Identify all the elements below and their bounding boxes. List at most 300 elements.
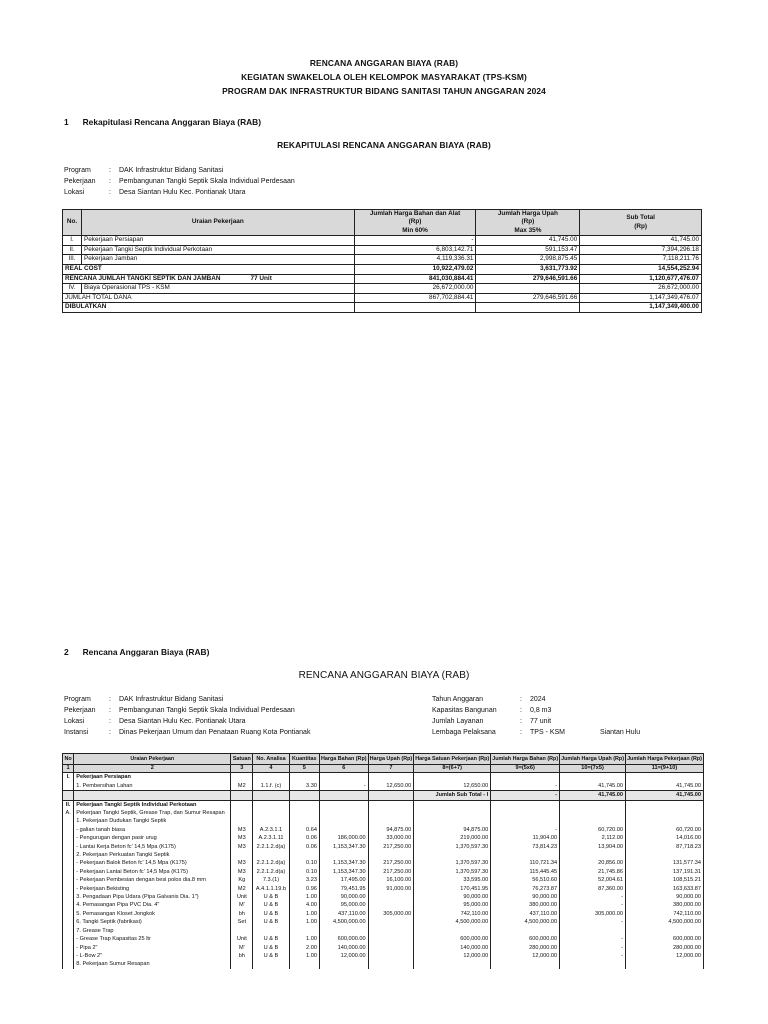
row-upah: 41,745.00 bbox=[476, 236, 580, 246]
cell-kuantitas: 3.23 bbox=[289, 876, 319, 884]
meta-key: Lokasi bbox=[64, 189, 85, 196]
meta-value: Desa Siantan Hulu Kec. Pontianak Utara bbox=[119, 189, 246, 196]
cell-analisa bbox=[253, 791, 289, 800]
cell-no bbox=[63, 817, 74, 825]
cell-kuantitas bbox=[289, 800, 319, 809]
doc-title-line3: PROGRAM DAK INFRASTRUKTUR BIDANG SANITASI TAHUN ANGGARAN 2024 bbox=[222, 86, 546, 96]
cell-kuantitas bbox=[289, 817, 319, 825]
cell-kuantitas: 1.00 bbox=[289, 918, 319, 926]
biaya-upah bbox=[476, 284, 580, 294]
cell-jumlah-upah: - bbox=[560, 944, 626, 952]
cell-no: A. bbox=[63, 809, 74, 817]
col-bahan-note: Min 60% bbox=[402, 226, 428, 234]
cell-jumlah-upah: - bbox=[560, 893, 626, 901]
meta-row bbox=[432, 694, 640, 705]
table-row bbox=[63, 935, 704, 943]
rencana-bahan: 841,030,884.41 bbox=[354, 274, 476, 284]
cell-satuan: M3 bbox=[231, 859, 253, 867]
cell-harga-bahan bbox=[319, 800, 368, 809]
cell-no bbox=[63, 960, 74, 968]
cell-analisa: A.2.3.1.11 bbox=[253, 834, 289, 842]
col-header-8: Harga Satuan Pekerjaan (Rp) bbox=[414, 754, 491, 765]
cell-harga-bahan: 4,500,000.00 bbox=[319, 918, 368, 926]
cell-satuan: M2 bbox=[231, 782, 253, 791]
cell-no: II. bbox=[63, 800, 74, 809]
cell-jumlah-bahan: - bbox=[491, 826, 560, 834]
cell-jumlah-pekerjaan: 12,000.00 bbox=[626, 952, 704, 960]
cell-jumlah-pekerjaan: 14,016.00 bbox=[626, 834, 704, 842]
cell-kuantitas: 0.06 bbox=[289, 834, 319, 842]
table-row bbox=[63, 834, 704, 842]
col-number-9: 9=(5x6) bbox=[491, 765, 560, 773]
cell-analisa: 1.1.f. (c) bbox=[253, 782, 289, 791]
cell-jumlah-pekerjaan bbox=[626, 817, 704, 825]
cell-harga-upah bbox=[368, 927, 414, 935]
cell-analisa bbox=[253, 809, 289, 817]
cell-jumlah-pekerjaan bbox=[626, 773, 704, 782]
cell-jumlah-bahan: 280,000.00 bbox=[491, 944, 560, 952]
cell-uraian: - Lantai Kerja Beton fc' 14,5 Mpa (K175) bbox=[74, 843, 231, 851]
cell-jumlah-upah: 41,745.00 bbox=[560, 791, 626, 800]
cell-satuan: Unit bbox=[231, 935, 253, 943]
cell-satuan bbox=[231, 791, 253, 800]
cell-jumlah-upah bbox=[560, 817, 626, 825]
cell-satuan bbox=[231, 773, 253, 782]
cell-analisa: A.4.1.1.19.b bbox=[253, 885, 289, 893]
cell-satuan: M3 bbox=[231, 868, 253, 876]
cell-harga-upah: 217,250.00 bbox=[368, 843, 414, 851]
cell-jumlah-bahan bbox=[491, 809, 560, 817]
cell-jumlah-pekerjaan bbox=[626, 851, 704, 859]
cell-uraian: 1. Pekerjaan Dudukan Tangki Septik bbox=[74, 817, 231, 825]
meta-key: Program bbox=[64, 696, 91, 703]
cell-no bbox=[63, 910, 74, 918]
meta-colon: : bbox=[109, 718, 111, 725]
table-row bbox=[63, 901, 704, 909]
cell-analisa bbox=[253, 960, 289, 968]
cell-satuan bbox=[231, 817, 253, 825]
col-bahan-title: Jumlah Harga Bahan dan Alat bbox=[369, 210, 461, 217]
cell-jumlah-bahan: 110,721.34 bbox=[491, 859, 560, 867]
cell-no bbox=[63, 859, 74, 867]
cell-jumlah-upah: - bbox=[560, 901, 626, 909]
table-row bbox=[63, 918, 704, 926]
cell-jumlah-pekerjaan: 41,745.00 bbox=[626, 791, 704, 800]
row-upah: 2,998,875.45 bbox=[476, 255, 580, 265]
col-upah-title: Jumlah Harga Upah bbox=[497, 210, 558, 217]
meta-colon: : bbox=[520, 718, 522, 725]
cell-analisa bbox=[253, 773, 289, 782]
dibulatkan-subtotal: 1,147,349,400.00 bbox=[580, 303, 702, 313]
row-no: III. bbox=[63, 255, 82, 265]
meta-colon: : bbox=[520, 729, 522, 736]
cell-analisa: U & B bbox=[253, 901, 289, 909]
cell-harga-bahan: 95,000.00 bbox=[319, 901, 368, 909]
col-header-11: Jumlah Harga Pekerjaan (Rp) bbox=[626, 754, 704, 765]
cell-harga-bahan: 17,495.00 bbox=[319, 876, 368, 884]
cell-uraian: - Pipa 2" bbox=[74, 944, 231, 952]
cell-analisa bbox=[253, 800, 289, 809]
table-row bbox=[63, 851, 704, 859]
cell-satuan bbox=[231, 927, 253, 935]
table-row bbox=[63, 843, 704, 851]
cell-harga-upah bbox=[368, 935, 414, 943]
col-uraian: Uraian Pekerjaan bbox=[81, 210, 354, 236]
rencana-unit: 77 Unit bbox=[250, 274, 272, 282]
cell-kuantitas bbox=[289, 773, 319, 782]
cell-no bbox=[63, 851, 74, 859]
cell-kuantitas: 2.00 bbox=[289, 944, 319, 952]
cell-harga-satuan: 742,110.00 bbox=[414, 910, 491, 918]
meta-value: Dinas Pekerjaan Umum dan Penataan Ruang Kota Pontianak bbox=[119, 729, 311, 736]
section2-heading: 2 Rencana Anggaran Biaya (RAB) bbox=[64, 647, 210, 657]
cell-jumlah-bahan bbox=[491, 927, 560, 935]
cell-satuan: M3 bbox=[231, 834, 253, 842]
total-bahan: 867,702,884.41 bbox=[354, 293, 476, 303]
table-row bbox=[63, 303, 702, 313]
cell-harga-upah: 33,000.00 bbox=[368, 834, 414, 842]
cell-harga-satuan: 94,875.00 bbox=[414, 826, 491, 834]
cell-harga-satuan: 4,500,000.00 bbox=[414, 918, 491, 926]
section1-heading: 1 Rekapitulasi Rencana Anggaran Biaya (RAB) bbox=[64, 117, 262, 127]
row-bahan: - bbox=[354, 236, 476, 246]
col-number-1: 1 bbox=[63, 765, 74, 773]
cell-uraian: Pekerjaan Tangki Septik Individual Perkotaan bbox=[74, 800, 231, 809]
cell-uraian: 3. Pengadaan Pipa Udara (Pipa Galvanis Dia. 1") bbox=[74, 893, 231, 901]
cell-harga-bahan: 140,000.00 bbox=[319, 944, 368, 952]
meta-value: TPS - KSM bbox=[530, 729, 566, 736]
cell-jumlah-pekerjaan: 131,577.34 bbox=[626, 859, 704, 867]
meta-row bbox=[64, 705, 310, 716]
cell-uraian: - Grease Trap Kapasitas 25 ltr bbox=[74, 935, 231, 943]
cell-harga-bahan bbox=[319, 826, 368, 834]
col-no: No. bbox=[63, 210, 82, 236]
cell-jumlah-bahan: 90,000.00 bbox=[491, 893, 560, 901]
cell-harga-upah bbox=[368, 893, 414, 901]
dibulatkan-upah bbox=[476, 303, 580, 313]
cell-jumlah-bahan: - bbox=[491, 791, 560, 800]
cell-harga-satuan bbox=[414, 927, 491, 935]
cell-harga-bahan: 600,000.00 bbox=[319, 935, 368, 943]
cell-jumlah-pekerjaan bbox=[626, 809, 704, 817]
cell-jumlah-pekerjaan: 108,515.21 bbox=[626, 876, 704, 884]
meta-key: Jumlah Layanan bbox=[432, 718, 484, 725]
total-upah: 279,646,591.66 bbox=[476, 293, 580, 303]
cell-harga-bahan: 1,153,347.30 bbox=[319, 859, 368, 867]
cell-kuantitas: 1.00 bbox=[289, 935, 319, 943]
cell-kuantitas bbox=[289, 927, 319, 935]
col-subtotal bbox=[580, 210, 702, 236]
cell-harga-bahan: - bbox=[319, 782, 368, 791]
cell-kuantitas bbox=[289, 960, 319, 968]
cell-analisa: U & B bbox=[253, 952, 289, 960]
cell-uraian: 2. Pekerjaan Perkuatan Tangki Septik bbox=[74, 851, 231, 859]
col-subtotal-title: Sub Total bbox=[626, 214, 655, 222]
cell-harga-upah bbox=[368, 800, 414, 809]
cell-uraian: 7. Grease Trap bbox=[74, 927, 231, 935]
cell-jumlah-pekerjaan bbox=[626, 927, 704, 935]
cell-jumlah-bahan bbox=[491, 851, 560, 859]
cell-harga-upah: 305,000.00 bbox=[368, 910, 414, 918]
cell-satuan: M3 bbox=[231, 843, 253, 851]
cell-kuantitas: 1.00 bbox=[289, 910, 319, 918]
table-row bbox=[63, 876, 704, 884]
cell-jumlah-bahan: 12,000.00 bbox=[491, 952, 560, 960]
real-cost-subtotal: 14,554,252.94 bbox=[580, 265, 702, 275]
cell-harga-satuan bbox=[414, 809, 491, 817]
cell-harga-upah: 94,875.00 bbox=[368, 826, 414, 834]
meta-key: Lembaga Pelaksana bbox=[432, 729, 496, 736]
cell-analisa: 2.2.1.2.d(a) bbox=[253, 843, 289, 851]
cell-harga-upah bbox=[368, 952, 414, 960]
table-row bbox=[63, 284, 702, 294]
cell-jumlah-pekerjaan: 380,000.00 bbox=[626, 901, 704, 909]
meta-key: Instansi bbox=[64, 729, 89, 736]
table-row bbox=[63, 859, 704, 867]
table-row bbox=[63, 952, 704, 960]
cell-harga-bahan bbox=[319, 960, 368, 968]
table-row bbox=[63, 944, 704, 952]
cell-jumlah-upah: 60,720.00 bbox=[560, 826, 626, 834]
col-header-4: No. Analisa bbox=[253, 754, 289, 765]
cell-satuan bbox=[231, 800, 253, 809]
meta-key: Pekerjaan bbox=[64, 707, 96, 714]
cell-harga-bahan bbox=[319, 927, 368, 935]
cell-satuan: M3 bbox=[231, 826, 253, 834]
cell-satuan: Unit bbox=[231, 893, 253, 901]
cell-analisa: U & B bbox=[253, 918, 289, 926]
cell-harga-upah bbox=[368, 773, 414, 782]
cell-harga-upah bbox=[368, 817, 414, 825]
table-row bbox=[63, 255, 702, 265]
cell-jumlah-bahan: 76,273.87 bbox=[491, 885, 560, 893]
col-subtotal-unit: (Rp) bbox=[634, 222, 648, 230]
meta-colon: : bbox=[109, 167, 111, 174]
cell-harga-satuan bbox=[414, 960, 491, 968]
table-row bbox=[63, 245, 702, 255]
cell-harga-upah: 12,650.00 bbox=[368, 782, 414, 791]
row-bahan: 6,803,142.71 bbox=[354, 245, 476, 255]
cell-jumlah-bahan: - bbox=[491, 782, 560, 791]
cell-harga-upah bbox=[368, 960, 414, 968]
cell-uraian: 4. Pemasangan Pipa PVC Dia. 4" bbox=[74, 901, 231, 909]
cell-jumlah-bahan bbox=[491, 800, 560, 809]
table-row bbox=[63, 773, 704, 782]
cell-no bbox=[63, 901, 74, 909]
col-number-8: 8=(6+7) bbox=[414, 765, 491, 773]
cell-analisa bbox=[253, 817, 289, 825]
cell-satuan bbox=[231, 809, 253, 817]
cell-uraian: - galian tanah biasa bbox=[74, 826, 231, 834]
cell-jumlah-bahan: 73,814.23 bbox=[491, 843, 560, 851]
dibulatkan-bahan bbox=[354, 303, 476, 313]
cell-jumlah-pekerjaan: 742,110.00 bbox=[626, 910, 704, 918]
meta-value: Pembangunan Tangki Septik Skala Individual Perdesaan bbox=[119, 707, 295, 714]
cell-harga-satuan: 600,000.00 bbox=[414, 935, 491, 943]
cell-jumlah-upah bbox=[560, 960, 626, 968]
col-header-10: Jumlah Harga Upah (Rp) bbox=[560, 754, 626, 765]
cell-no: I. bbox=[63, 773, 74, 782]
cell-jumlah-upah: - bbox=[560, 952, 626, 960]
col-number-6: 6 bbox=[319, 765, 368, 773]
cell-jumlah-pekerjaan: 87,718.23 bbox=[626, 843, 704, 851]
row-no: II. bbox=[63, 245, 82, 255]
rekapitulasi-table bbox=[62, 209, 702, 313]
cell-kuantitas: 0.64 bbox=[289, 826, 319, 834]
section2-subtitle: RENCANA ANGGARAN BIAYA (RAB) bbox=[298, 670, 470, 681]
cell-analisa: 2.2.1.2.d(a) bbox=[253, 859, 289, 867]
cell-harga-satuan bbox=[414, 800, 491, 809]
cell-jumlah-upah: 21,745.86 bbox=[560, 868, 626, 876]
meta-value: Desa Siantan Hulu Kec. Pontianak Utara bbox=[119, 718, 246, 725]
cell-jumlah-upah: 305,000.00 bbox=[560, 910, 626, 918]
cell-harga-satuan: 1,370,597.30 bbox=[414, 843, 491, 851]
cell-harga-bahan: 79,451.95 bbox=[319, 885, 368, 893]
cell-analisa: U & B bbox=[253, 893, 289, 901]
rencana-text: RENCANA JUMLAH TANGKI SEPTIK DAN JAMBAN bbox=[65, 274, 221, 282]
row-uraian: Pekerjaan Tangki Septik Individual Perkotaan bbox=[81, 245, 354, 255]
subtotal-row bbox=[63, 791, 704, 800]
row-uraian: Pekerjaan Persiapan bbox=[81, 236, 354, 246]
cell-harga-satuan bbox=[414, 817, 491, 825]
meta-row bbox=[432, 727, 640, 738]
section2-meta-right bbox=[432, 694, 640, 738]
meta-colon: : bbox=[109, 189, 111, 196]
cell-jumlah-bahan: 11,904.00 bbox=[491, 834, 560, 842]
rencana-upah: 279,646,591.66 bbox=[476, 274, 580, 284]
cell-no bbox=[63, 868, 74, 876]
cell-jumlah-upah: 52,004.61 bbox=[560, 876, 626, 884]
cell-no bbox=[63, 876, 74, 884]
cell-harga-bahan: 186,000.00 bbox=[319, 834, 368, 842]
cell-harga-upah bbox=[368, 918, 414, 926]
table-row bbox=[63, 893, 704, 901]
cell-jumlah-bahan: 4,500,000.00 bbox=[491, 918, 560, 926]
table-row bbox=[63, 782, 704, 791]
section1-meta bbox=[64, 165, 295, 198]
cell-harga-upah: 91,000.00 bbox=[368, 885, 414, 893]
cell-analisa bbox=[253, 851, 289, 859]
cell-jumlah-upah: 87,360.00 bbox=[560, 885, 626, 893]
section2-meta-left bbox=[64, 694, 310, 738]
cell-harga-upah bbox=[368, 851, 414, 859]
cell-harga-bahan bbox=[319, 851, 368, 859]
meta-key: Tahun Anggaran bbox=[432, 696, 483, 703]
row-subtotal: 41,745.00 bbox=[580, 236, 702, 246]
col-number-4: 4 bbox=[253, 765, 289, 773]
meta-row bbox=[64, 694, 310, 705]
cell-analisa: U & B bbox=[253, 944, 289, 952]
cell-jumlah-pekerjaan: 600,000.00 bbox=[626, 935, 704, 943]
cell-analisa: U & B bbox=[253, 935, 289, 943]
col-number-2: 2 bbox=[74, 765, 231, 773]
total-subtotal: 1,147,349,476.07 bbox=[580, 293, 702, 303]
doc-title-line1: RENCANA ANGGARAN BIAYA (RAB) bbox=[309, 58, 459, 68]
cell-uraian bbox=[74, 791, 231, 800]
cell-kuantitas: 4.00 bbox=[289, 901, 319, 909]
col-header-5: Kuantitas bbox=[289, 754, 319, 765]
table-row bbox=[63, 800, 704, 809]
cell-jumlah-bahan: 56,510.60 bbox=[491, 876, 560, 884]
meta-extra: Siantan Hulu bbox=[600, 729, 641, 736]
cell-uraian: - Pekerjaan Balok Beton fc' 14,5 Mpa (K175) bbox=[74, 859, 231, 867]
cell-no bbox=[63, 893, 74, 901]
real-cost-label: REAL COST bbox=[63, 265, 355, 275]
cell-jumlah-bahan: 437,110.00 bbox=[491, 910, 560, 918]
table-row bbox=[63, 809, 704, 817]
cell-harga-satuan: 12,650.00 bbox=[414, 782, 491, 791]
cell-uraian: 1. Pembersihan Lahan bbox=[74, 782, 231, 791]
meta-value: Pembangunan Tangki Septik Skala Individual Perdesaan bbox=[119, 178, 295, 185]
biaya-label: Biaya Operasional TPS - KSM bbox=[81, 284, 354, 294]
cell-no bbox=[63, 826, 74, 834]
table-row bbox=[63, 927, 704, 935]
col-bahan bbox=[354, 210, 476, 236]
cell-uraian: - Pengurugan dengan pasir urug bbox=[74, 834, 231, 842]
cell-jumlah-pekerjaan bbox=[626, 960, 704, 968]
cell-harga-bahan: 437,110.00 bbox=[319, 910, 368, 918]
cell-no bbox=[63, 952, 74, 960]
meta-colon: : bbox=[109, 707, 111, 714]
col-number-3: 3 bbox=[231, 765, 253, 773]
cell-uraian: 6. Tangki Septik (fabrikasi) bbox=[74, 918, 231, 926]
cell-satuan: M' bbox=[231, 944, 253, 952]
cell-jumlah-bahan bbox=[491, 773, 560, 782]
cell-jumlah-bahan: 600,000.00 bbox=[491, 935, 560, 943]
col-header-7: Harga Upah (Rp) bbox=[368, 754, 414, 765]
table-row bbox=[63, 960, 704, 968]
cell-harga-satuan bbox=[414, 851, 491, 859]
cell-jumlah-bahan: 115,445.45 bbox=[491, 868, 560, 876]
biaya-subtotal: 26,672,000.00 bbox=[580, 284, 702, 294]
biaya-no: IV. bbox=[63, 284, 82, 294]
real-cost-upah: 3,631,773.92 bbox=[476, 265, 580, 275]
cell-jumlah-upah: - bbox=[560, 935, 626, 943]
section1-subtitle: REKAPITULASI RENCANA ANGGARAN BIAYA (RAB) bbox=[277, 140, 491, 150]
cell-jumlah-upah: 13,904.00 bbox=[560, 843, 626, 851]
cell-analisa: 7.3.(1) bbox=[253, 876, 289, 884]
cell-harga-upah bbox=[368, 809, 414, 817]
row-uraian: Pekerjaan Jamban bbox=[81, 255, 354, 265]
table-row bbox=[63, 826, 704, 834]
meta-row bbox=[64, 727, 310, 738]
biaya-bahan: 26,672,000.00 bbox=[354, 284, 476, 294]
cell-harga-satuan bbox=[414, 773, 491, 782]
cell-harga-bahan: 12,000.00 bbox=[319, 952, 368, 960]
cell-uraian: - L-Bow 2" bbox=[74, 952, 231, 960]
rencana-subtotal: 1,120,677,476.07 bbox=[580, 274, 702, 284]
table-row bbox=[63, 293, 702, 303]
cell-jumlah-upah bbox=[560, 809, 626, 817]
cell-jumlah-pekerjaan bbox=[626, 800, 704, 809]
dibulatkan-label: DIBULATKAN bbox=[63, 303, 355, 313]
col-header-3: Satuan bbox=[231, 754, 253, 765]
cell-harga-upah bbox=[368, 944, 414, 952]
meta-value: 2024 bbox=[530, 696, 546, 703]
col-header-6: Harga Bahan (Rp) bbox=[319, 754, 368, 765]
cell-satuan bbox=[231, 851, 253, 859]
cell-kuantitas bbox=[289, 851, 319, 859]
cell-no bbox=[63, 935, 74, 943]
table-row bbox=[63, 885, 704, 893]
meta-row bbox=[432, 716, 640, 727]
meta-row bbox=[64, 165, 295, 176]
cell-uraian: - Pekerjaan Pembesian dengan besi polos dia.8 mm bbox=[74, 876, 231, 884]
cell-jumlah-bahan bbox=[491, 817, 560, 825]
cell-jumlah-pekerjaan: 163,633.87 bbox=[626, 885, 704, 893]
cell-harga-upah bbox=[368, 901, 414, 909]
cell-analisa bbox=[253, 927, 289, 935]
